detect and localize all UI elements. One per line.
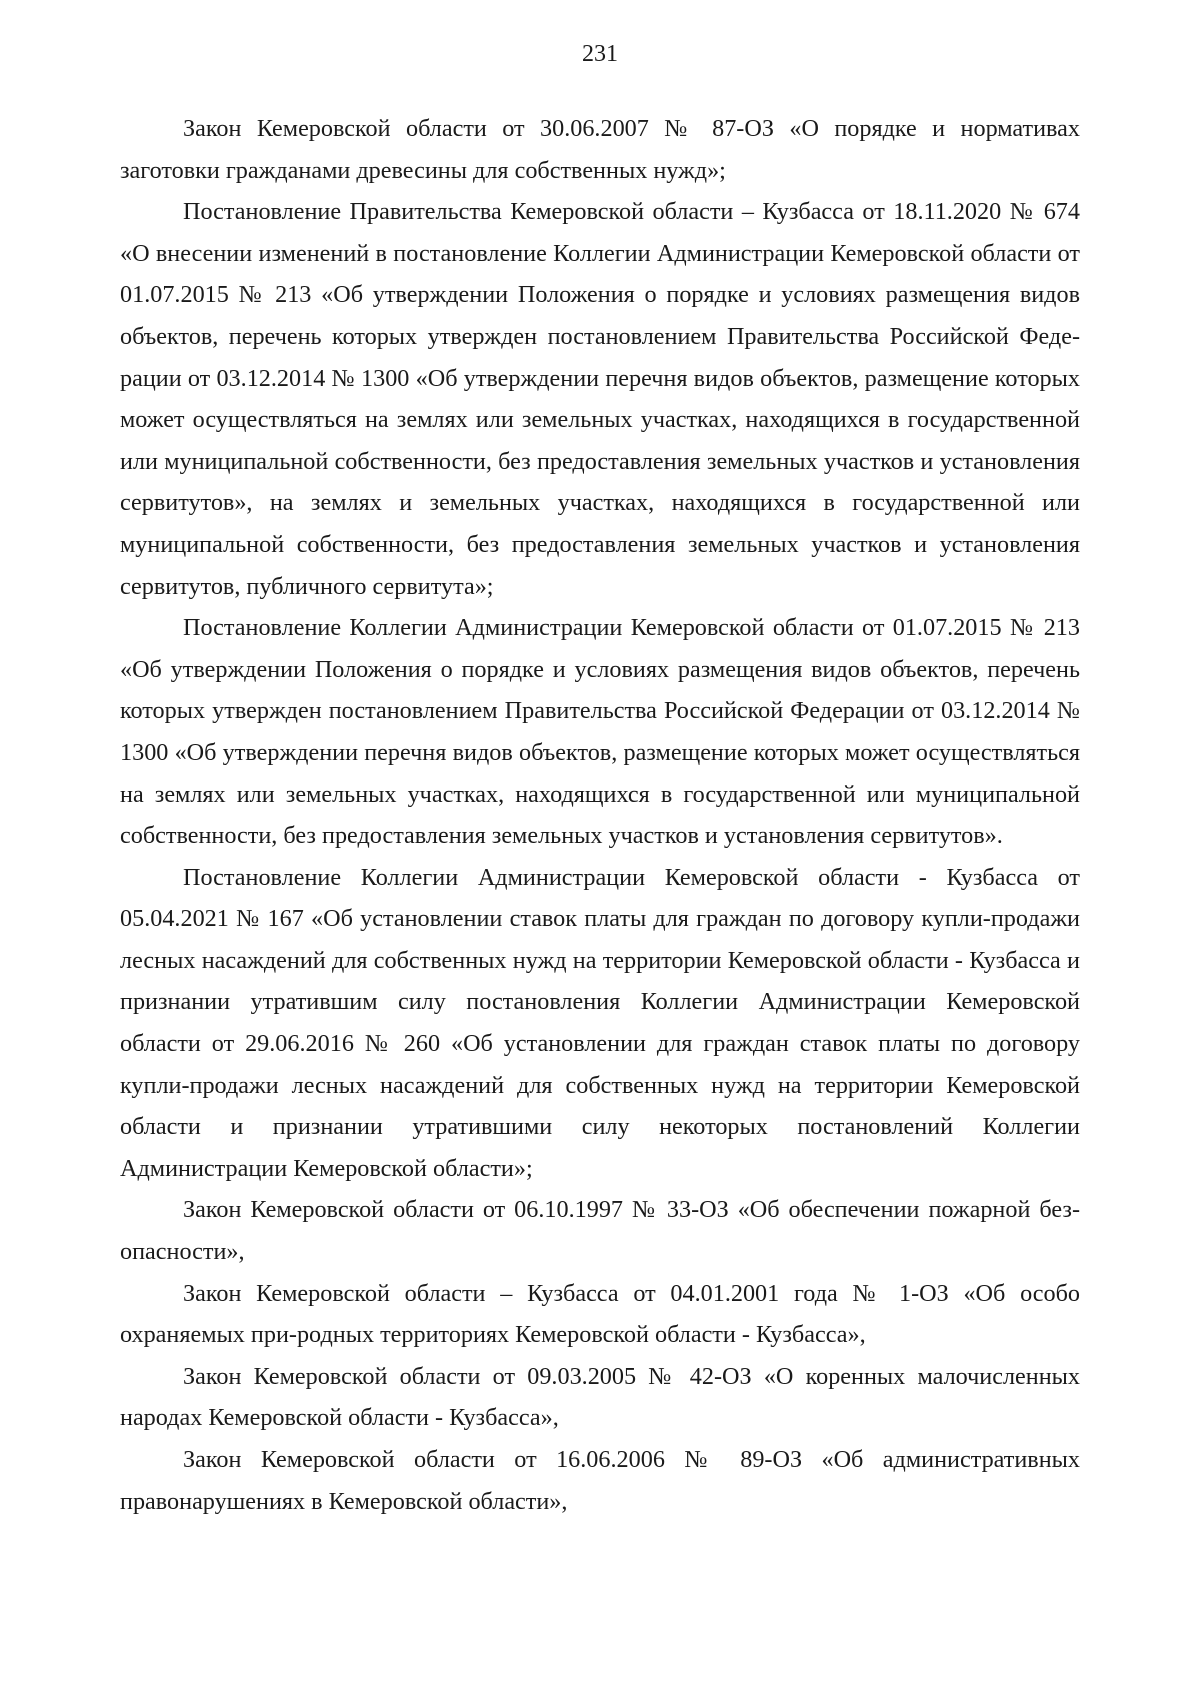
paragraph-law-89-oz: Закон Кемеровской области от 16.06.2006 № 89-ОЗ «Об административных правонарушениях в Кемеровской области», [120,1446,1080,1515]
paragraph-law-87-oz: Закон Кемеровской области от 30.06.2007 № 87-ОЗ «О порядке и нормативах заготовки гражданами древесины для собственных нужд»; [120,115,1080,184]
paragraph-resolution-674: Постановление Правительства Кемеровской области – Кузбасса от 18.11.2020 № 674 «О внесении изменений в постановление Коллегии Администрации Кемеровской области от 01.07.2015 № 213 «Об утверждении Положения о порядке и условиях размещения видов объектов, перечень которых утвержден постановлением Правительства Российской Федерации от 03.12.2014 № 1300 «Об утверждении перечня видов объектов, размещение которых может осуществляться на землях или земельных участках, находящихся в государственной или муниципальной собственности, без предоставления земельных участков и установления сервитутов», на землях и земельных участках, находящихся в государственной или муниципальной собственности, без предоставления земельных участков и установления сервитутов, публичного сервитута»; [120,198,1080,600]
paragraph-law-42-oz: Закон Кемеровской области от 09.03.2005 № 42-ОЗ «О коренных малочисленных народах Кемеровской области - Кузбасса», [120,1362,1080,1432]
paragraph-law-33-oz: Закон Кемеровской области от 06.10.1997 № 33-ОЗ «Об обеспечении пожарной безопасности», [120,1196,1080,1266]
page-number: 231 [582,41,618,67]
paragraph-resolution-213: Постановление Коллегии Администрации Кемеровской области от 01.07.2015 № 213 «Об утверждении Положения о порядке и условиях размещения видов объектов, перечень которых утвержден постановлением Правительства Российской Федерации от 03.12.2014 № 1300 «Об утверждении перечня видов объектов, размещение которых может осуществляться на землях или земельных участках, находящихся в государственной или муниципальной собственности, без предоставления земельных участков и установления сервитутов». [120,614,1080,850]
paragraph-law-1-oz: Закон Кемеровской области – Кузбасса от 04.01.2001 года № 1-ОЗ «Об особо охраняемых при-родных территориях Кемеровской области - Кузбасса», [120,1279,1080,1349]
page-body [120,108,1080,1522]
paragraph-resolution-167: Постановление Коллегии Администрации Кемеровской области - Кузбасса от 05.04.2021 № 167 «Об установлении ставок платы для граждан по договору купли-продажи лесных насаждений для собственных нужд на территории Кемеровской области - Кузбасса и признании утратившим силу постановления Коллегии Администрации Кемеровской области от 29.06.2016 № 260 «Об установлении для граждан ставок платы по договору купли-продажи лесных насаждений для собственных нужд на территории Кемеровской области и признании утратившими силу некоторых постановлений Коллегии Администрации Кемеровской области»; [120,863,1080,1182]
